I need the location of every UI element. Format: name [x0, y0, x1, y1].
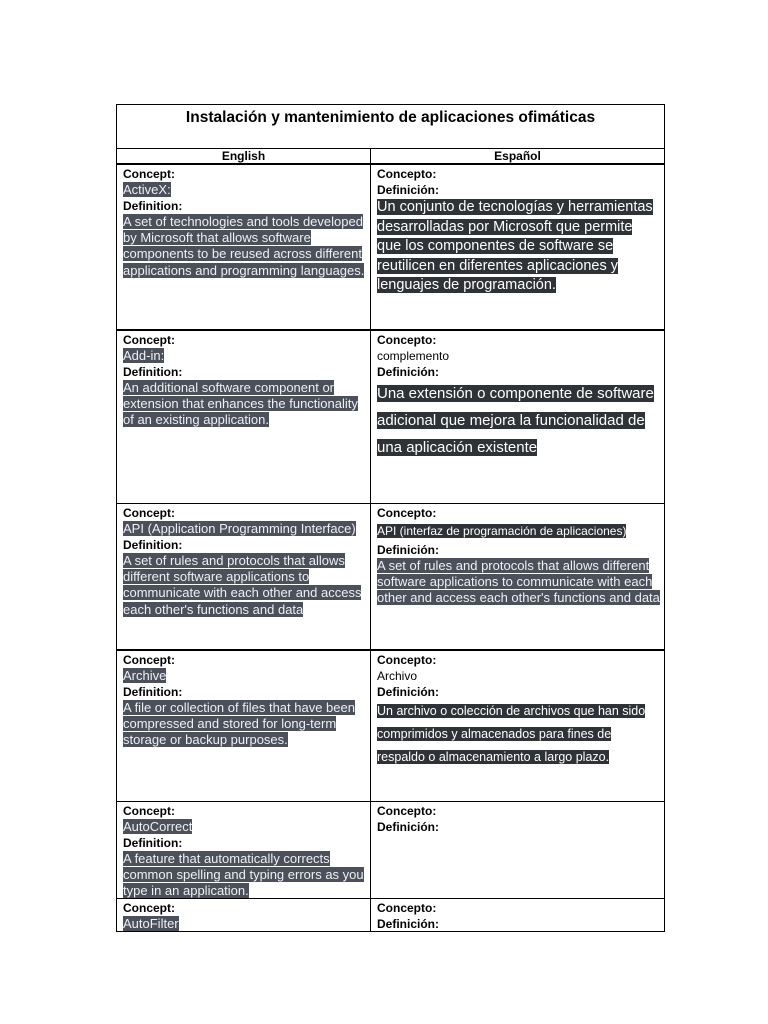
- definition-text: A set of technologies and tools developed by Microsoft that allows software components to be reused across different applications and programming languages.: [123, 214, 365, 278]
- spanish-cell: [371, 899, 664, 931]
- english-cell: [117, 331, 371, 503]
- concepto-term: Archivo: [377, 669, 418, 683]
- definition-text: A feature that automatically corrects common spelling and typing errors as you type in an application.: [123, 851, 364, 898]
- english-cell: [117, 165, 371, 329]
- definicion-label: Definición:: [377, 917, 439, 931]
- definition-text: An additional software component or extension that enhances the functionality of an existing application.: [123, 380, 358, 428]
- definition-label: Definition:: [123, 836, 183, 850]
- definition-text: A set of rules and protocols that allows different software applications to communicate with each other and access each other's functions and data: [123, 553, 362, 617]
- table-row: [117, 504, 664, 651]
- concepto-label: Concepto:: [377, 506, 437, 520]
- definition-label: Definition:: [123, 538, 183, 552]
- definicion-label: Definición:: [377, 685, 439, 699]
- table-row: [117, 331, 664, 504]
- concept-label: Concept:: [123, 901, 175, 915]
- spanish-cell: [371, 504, 664, 649]
- concept-term: Archive: [123, 668, 167, 683]
- concept-label: Concept:: [123, 804, 175, 818]
- spanish-cell: [371, 331, 664, 503]
- concepto-label: Concepto:: [377, 333, 437, 347]
- concepto-label: Concepto:: [377, 653, 437, 667]
- concepto-term: complemento: [377, 349, 450, 363]
- concept-term: ActiveX:: [123, 182, 171, 197]
- definition-label: Definition:: [123, 685, 183, 699]
- concepto-label: Concepto:: [377, 901, 437, 915]
- concept-term: AutoFilter: [123, 916, 179, 931]
- concept-term: AutoCorrect: [123, 819, 193, 834]
- concept-label: Concept:: [123, 506, 175, 520]
- definicion-label: Definición:: [377, 365, 439, 379]
- english-cell: [117, 899, 371, 931]
- document-title: Instalación y mantenimiento de aplicaciones ofimáticas: [117, 105, 664, 149]
- column-header-spanish: Español: [371, 149, 664, 165]
- english-cell: [117, 651, 371, 801]
- table-row: [117, 165, 664, 331]
- english-cell: [117, 802, 371, 898]
- definicion-text: Un conjunto de tecnologías y herramientas desarrolladas por Microsoft que permite que los componentes de software se reutilicen en diferentes aplicaciones y lenguajes de programación.: [377, 199, 653, 293]
- spanish-cell: [371, 802, 664, 898]
- definicion-label: Definición:: [377, 820, 439, 834]
- concepto-label: Concepto:: [377, 804, 437, 818]
- table-row: [117, 651, 664, 802]
- spanish-cell: [371, 165, 664, 329]
- english-cell: [117, 504, 371, 649]
- column-header-english: English: [117, 149, 371, 165]
- concept-label: Concept:: [123, 653, 175, 667]
- definicion-text: Un archivo o colección de archivos que han sido comprimidos y almacenados para fines de respaldo o almacenamiento a largo plazo.: [377, 704, 646, 764]
- glossary-table: [116, 104, 665, 932]
- definicion-text: Una extensión o componente de software adicional que mejora la funcionalidad de una aplicación existente: [377, 385, 654, 456]
- definition-label: Definition:: [123, 199, 183, 213]
- definition-text: A file or collection of files that have been compressed and stored for long-term storage or backup purposes.: [123, 700, 355, 748]
- table-row: [117, 899, 664, 931]
- concept-label: Concept:: [123, 167, 175, 181]
- concept-term: API (Application Programming Interface): [123, 521, 356, 536]
- definition-label: Definition:: [123, 365, 183, 379]
- concept-label: Concept:: [123, 333, 175, 347]
- concept-term: Add-in:: [123, 348, 165, 363]
- concepto-label: Concepto:: [377, 167, 437, 181]
- table-row: [117, 802, 664, 899]
- definicion-label: Definición:: [377, 543, 439, 557]
- definicion-text: A set of rules and protocols that allows different software applications to communicate with each other and access each other's functions and data: [377, 558, 660, 606]
- concepto-term: API (interfaz de programación de aplicaciones): [377, 524, 627, 538]
- definicion-label: Definición:: [377, 183, 439, 197]
- spanish-cell: [371, 651, 664, 801]
